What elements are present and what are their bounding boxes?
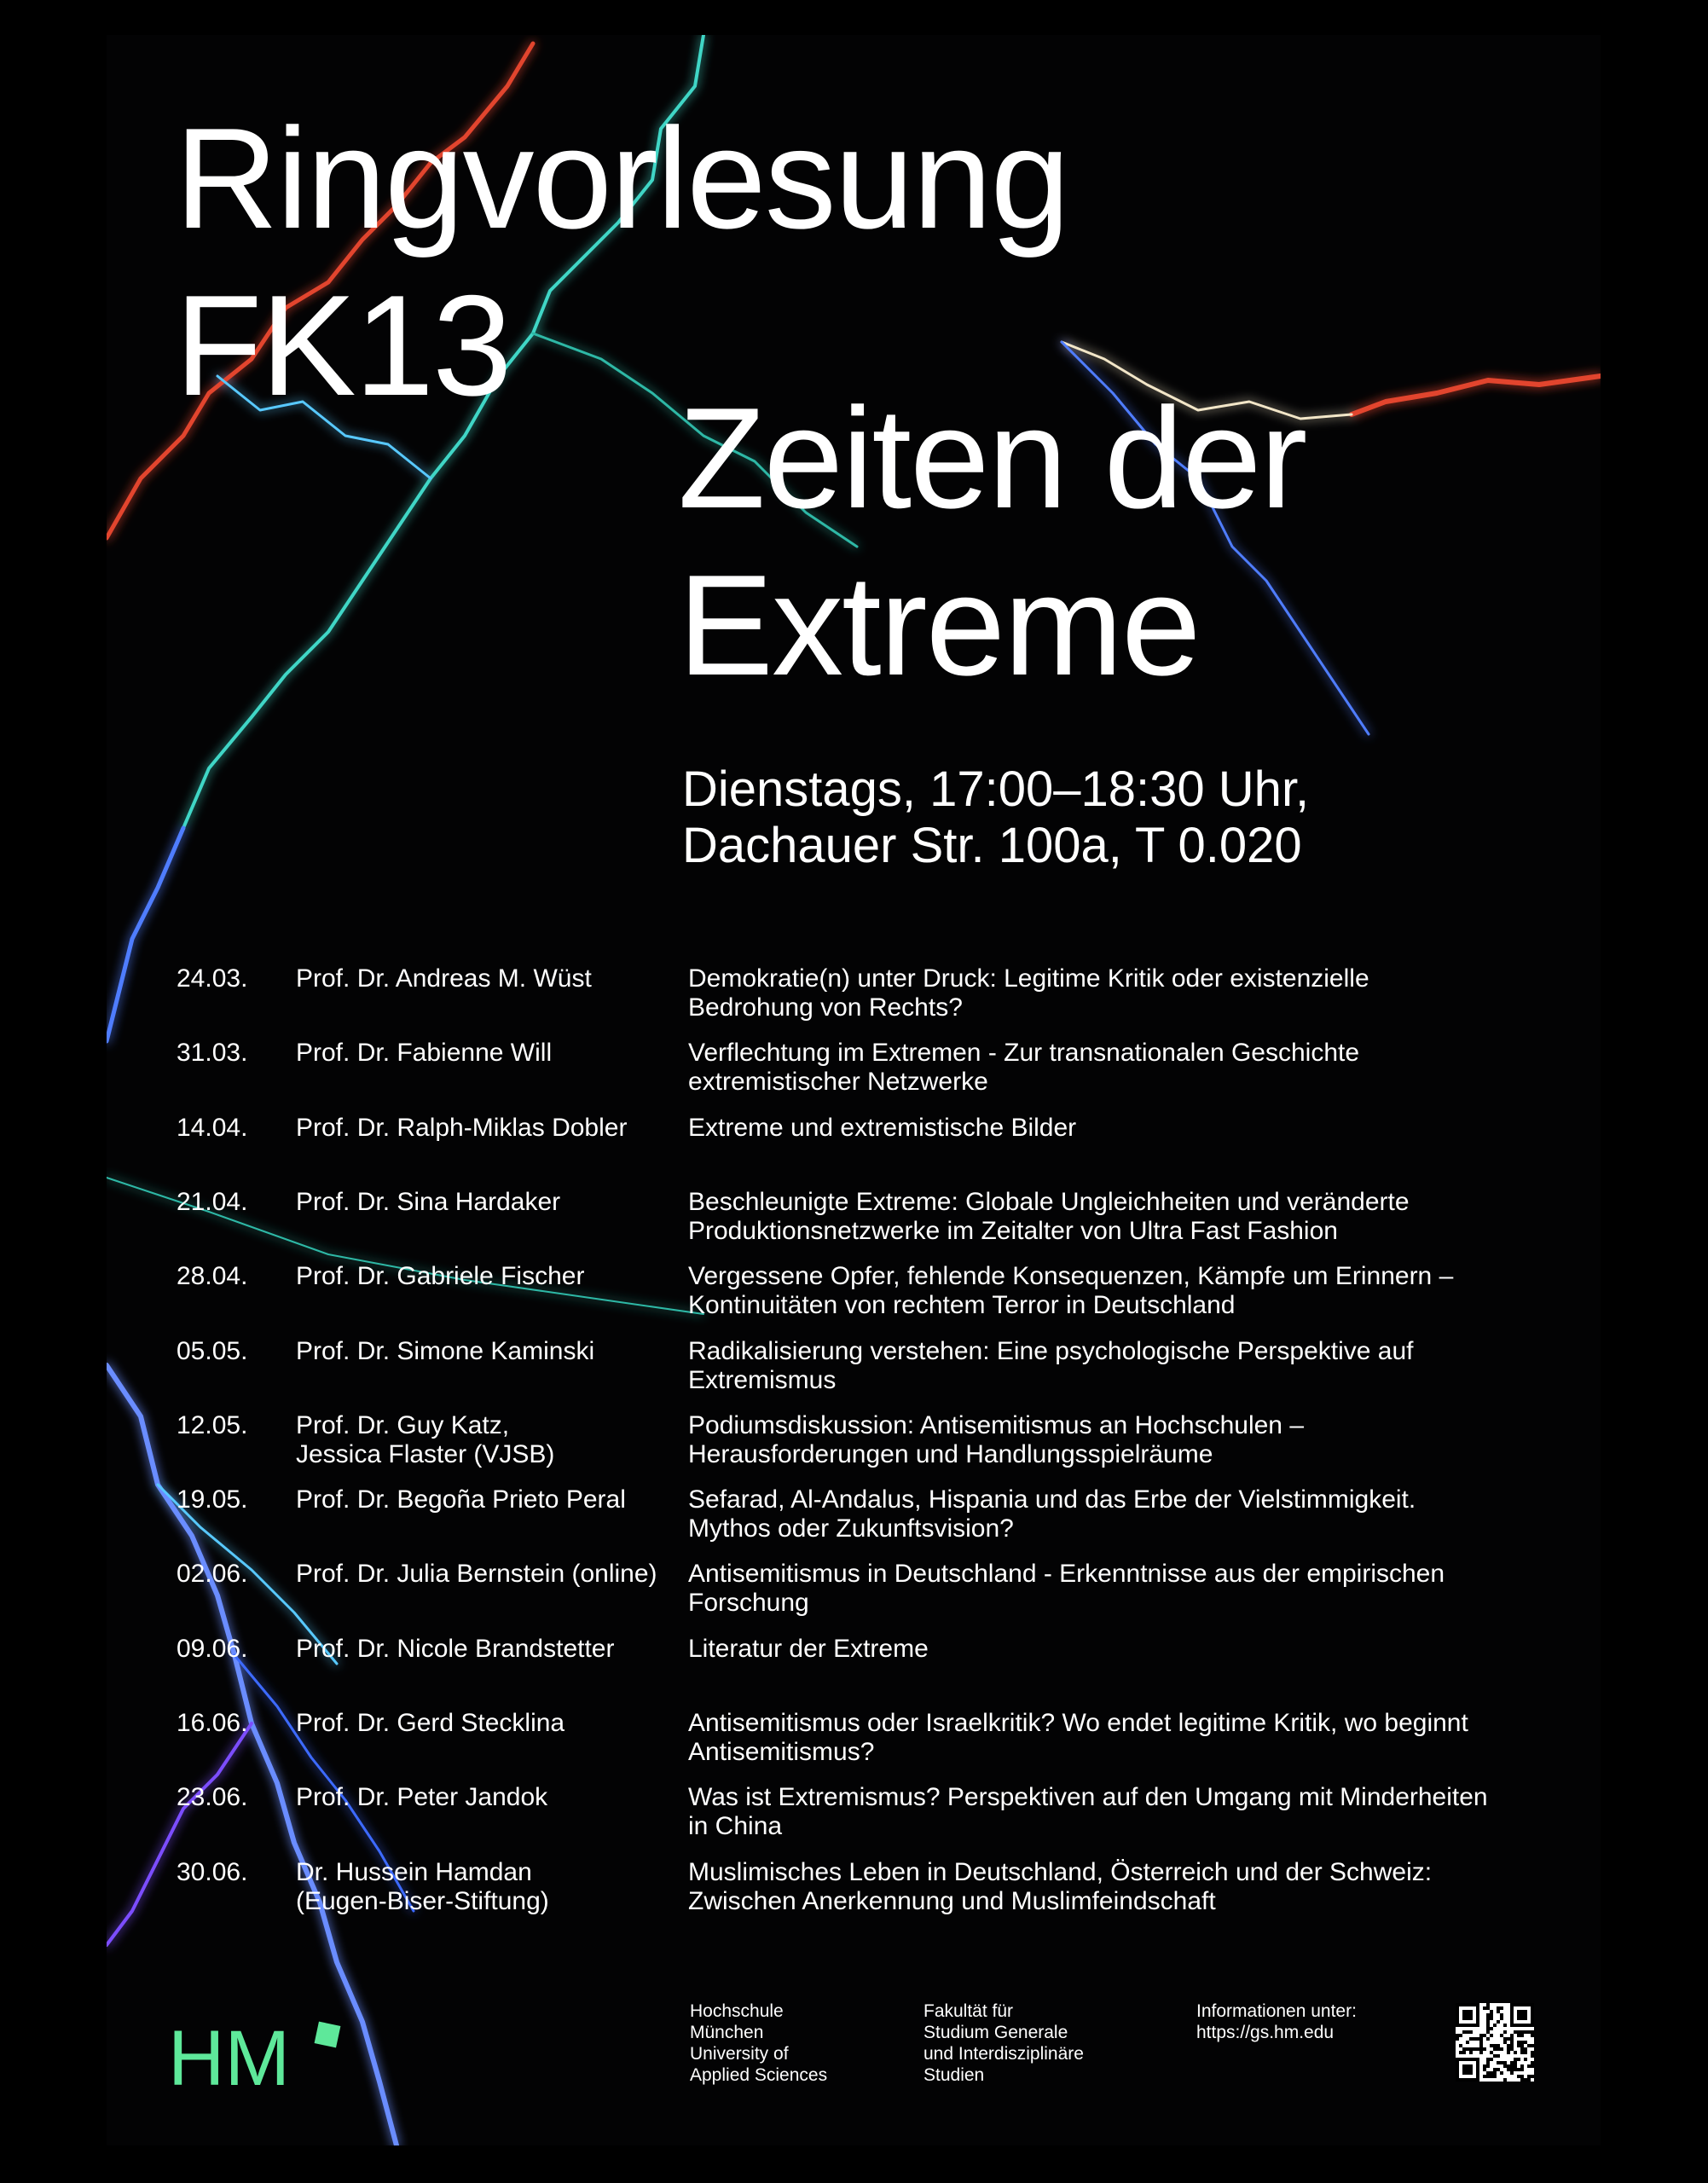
lecture-topic [688,1262,1541,1320]
lecture-date: 24.03. [177,964,248,993]
lecture-date: 14.04. [177,1114,248,1142]
speaker-line: Jessica Flaster (VJSB) [296,1440,555,1468]
qr-code-icon[interactable] [1456,2003,1534,2082]
speaker-line: Prof. Dr. Nicole Brandstetter [296,1635,615,1663]
speaker-line: Prof. Dr. Gabriele Fischer [296,1262,585,1290]
topic-line: Radikalisierung verstehen: Eine psychologische Perspektive auf [688,1337,1414,1365]
university-block [690,2001,827,2086]
topic-line: Kontinuitäten von rechtem Terror in Deutschland [688,1291,1236,1319]
speaker-line: Prof. Dr. Julia Bernstein (online) [296,1560,657,1588]
lecture-speaker [296,1783,688,1812]
topic-line: Bedrohung von Rechts? [688,993,963,1022]
lecture-speaker [296,1039,688,1068]
topic-line: Demokratie(n) unter Druck: Legitime Kritik oder existenzielle [688,964,1369,993]
speaker-line: Prof. Dr. Sina Hardaker [296,1188,561,1216]
lecture-topic [688,1858,1541,1916]
bolt-blue-left [107,828,183,1041]
lecture-topic [688,1635,1541,1664]
lecture-date: 12.05. [177,1411,248,1439]
lecture-date: 16.06. [177,1709,248,1737]
topic-line: in China [688,1812,783,1840]
poster-subtitle [678,374,1306,709]
subtitle-line-2: Extreme [678,545,1200,705]
lecture-date: 02.06. [177,1560,248,1588]
faculty-line: und Interdisziplinäre [923,2044,1084,2064]
topic-line: Mythos oder Zukunftsvision? [688,1514,1014,1543]
lecture-topic [688,1560,1541,1618]
speaker-line: Prof. Dr. Gerd Stecklina [296,1709,565,1737]
lecture-speaker [296,1188,688,1217]
lecture-speaker [296,1858,688,1916]
lecture-topic [688,1783,1541,1841]
topic-line: Muslimisches Leben in Deutschland, Österreich und der Schweiz: [688,1858,1433,1886]
lecture-speaker [296,1635,688,1664]
lecture-topic [688,1411,1541,1469]
topic-line: Literatur der Extreme [688,1635,929,1663]
hm-logo [168,2015,356,2100]
lecture-date: 09.06. [177,1635,248,1663]
lecture-speaker [296,1114,688,1143]
topic-line: Herausforderungen und Handlungsspielräume [688,1440,1213,1468]
university-line: München [690,2023,764,2042]
university-line: Applied Sciences [690,2065,828,2085]
topic-line: Antisemitismus? [688,1738,875,1766]
topic-line: Forschung [688,1589,809,1617]
topic-line: Antisemitismus oder Israelkritik? Wo endet legitime Kritik, wo beginnt [688,1709,1468,1737]
lecture-date: 21.04. [177,1188,248,1216]
lecture-speaker [296,1262,688,1291]
lecture-topic [688,1485,1541,1543]
lecture-date: 28.04. [177,1262,248,1290]
speaker-line: (Eugen-Biser-Stiftung) [296,1887,549,1915]
lecture-topic [688,1337,1541,1395]
schedule-line-1: Dienstags, 17:00–18:30 Uhr, [682,761,1310,817]
poster [107,35,1601,2145]
faculty-line: Fakultät für [923,2001,1014,2021]
lecture-topic [688,1188,1541,1246]
hm-logo-text: HM [168,2015,291,2100]
topic-line: Antisemitismus in Deutschland - Erkenntnisse aus der empirischen [688,1560,1445,1588]
university-line: Hochschule [690,2001,784,2021]
faculty-line: Studien [923,2065,985,2085]
university-line: University of [690,2044,789,2064]
lecture-topic [688,964,1541,1022]
bolt-lower-violet [107,1723,252,1945]
lecture-topic [688,1114,1541,1143]
speaker-line: Dr. Hussein Hamdan [296,1858,532,1886]
lecture-date: 30.06. [177,1858,248,1886]
lecture-date: 23.06. [177,1783,248,1811]
lecture-speaker [296,1337,688,1366]
topic-line: Vergessene Opfer, fehlende Konsequenzen, Kämpfe um Erinnern – [688,1262,1454,1290]
topic-line: Extremismus [688,1366,837,1394]
lecture-topic [688,1039,1541,1097]
schedule-line-2: Dachauer Str. 100a, T 0.020 [682,818,1302,873]
faculty-block [923,2001,1084,2086]
lecture-speaker [296,1411,688,1469]
topic-line: Podiumsdiskussion: Antisemitismus an Hochschulen – [688,1411,1305,1439]
topic-line: Verflechtung im Extremen - Zur transnationalen Geschichte [688,1039,1360,1067]
subtitle-line-1: Zeiten der [678,378,1306,538]
info-block [1196,2001,1357,2043]
lecture-date: 19.05. [177,1485,248,1514]
lecture-date: 31.03. [177,1039,248,1067]
topic-line: Beschleunigte Extreme: Globale Ungleichheiten und veränderte [688,1188,1410,1216]
title-line-1: Ringvorlesung [175,98,1068,258]
info-label: Informationen unter: [1196,2001,1357,2021]
speaker-line: Prof. Dr. Ralph-Miklas Dobler [296,1114,628,1142]
speaker-line: Prof. Dr. Begoña Prieto Peral [296,1485,626,1514]
speaker-line: Prof. Dr. Fabienne Will [296,1039,553,1067]
lecture-speaker [296,1709,688,1738]
speaker-line: Prof. Dr. Andreas M. Wüst [296,964,592,993]
topic-line: Produktionsnetzwerke im Zeitalter von Ultra Fast Fashion [688,1217,1338,1245]
speaker-line: Prof. Dr. Simone Kaminski [296,1337,595,1365]
lecture-date: 05.05. [177,1337,248,1365]
faculty-line: Studium Generale [923,2023,1068,2042]
lecture-speaker [296,964,688,993]
schedule-info [682,761,1309,874]
topic-line: extremistischer Netzwerke [688,1068,988,1096]
lecture-topic [688,1709,1541,1767]
title-line-2: FK13 [175,265,511,426]
speaker-line: Prof. Dr. Guy Katz, [296,1411,510,1439]
info-link[interactable]: https://gs.hm.edu [1196,2023,1335,2042]
topic-line: Sefarad, Al-Andalus, Hispania und das Erbe der Vielstimmigkeit. [688,1485,1416,1514]
lecture-speaker [296,1485,688,1514]
topic-line: Zwischen Anerkennung und Muslimfeindschaft [688,1887,1216,1915]
bolt-red-right [1352,376,1601,414]
speaker-line: Prof. Dr. Peter Jandok [296,1783,548,1811]
topic-line: Was ist Extremismus? Perspektiven auf den Umgang mit Minderheiten [688,1783,1488,1811]
topic-line: Extreme und extremistische Bilder [688,1114,1077,1142]
lecture-speaker [296,1560,688,1589]
hm-logo-square [315,2022,341,2048]
